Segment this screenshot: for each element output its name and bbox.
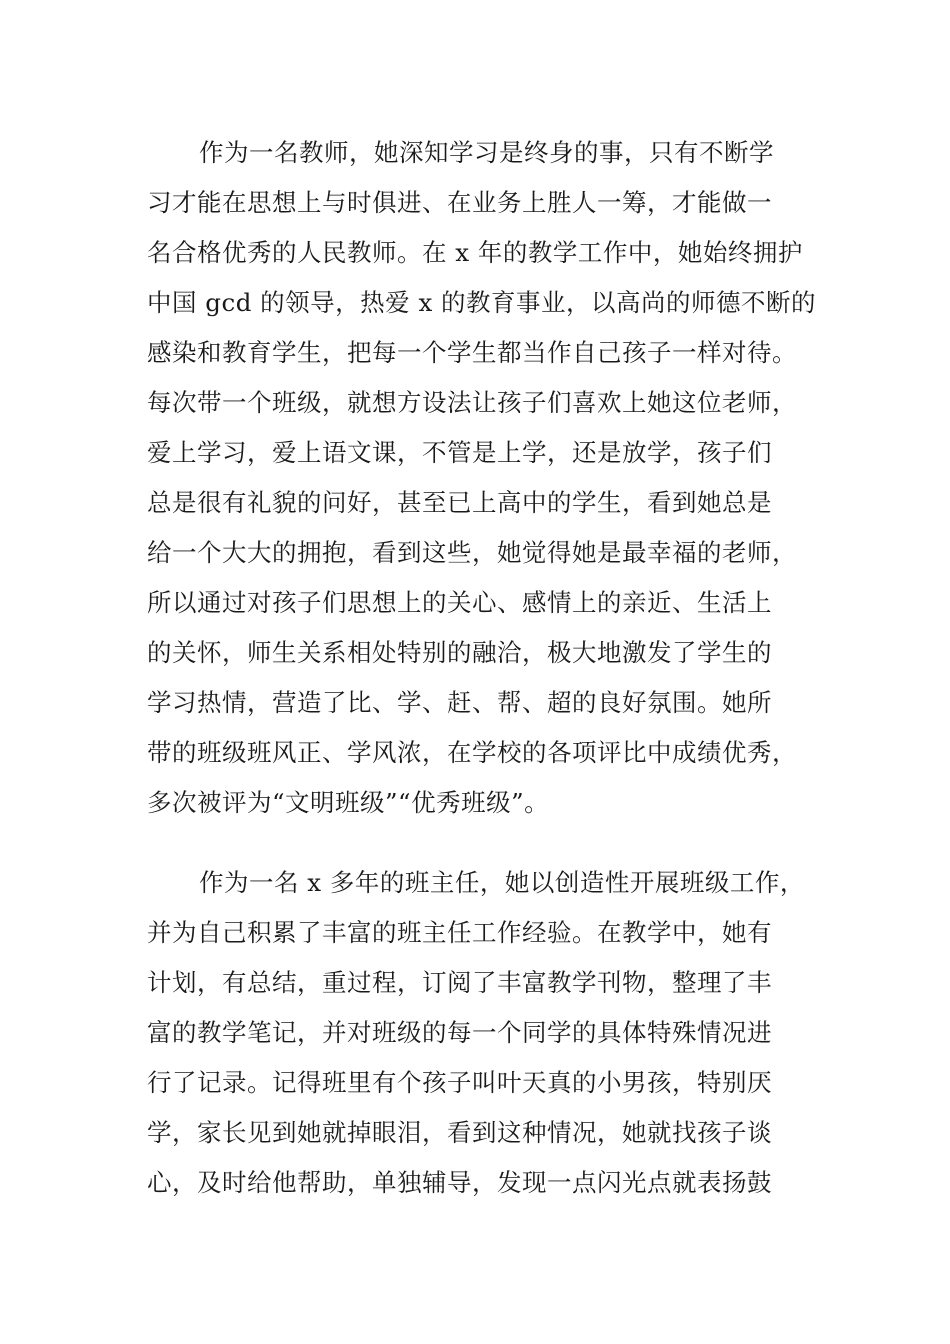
paragraph-line: 行了记录。记得班里有个孩子叫叶天真的小男孩，特别厌 bbox=[147, 1068, 772, 1097]
paragraph-line: 学，家长见到她就掉眼泪，看到这种情况，她就找孩子谈 bbox=[147, 1118, 772, 1147]
paragraph-line: 作为一名 x 多年的班主任，她以创造性开展班级工作， bbox=[199, 868, 805, 897]
paragraph-line: 带的班级班风正、学风浓，在学校的各项评比中成绩优秀， bbox=[147, 738, 797, 767]
paragraph-line: 所以通过对孩子们思想上的关心、感情上的亲近、生活上 bbox=[147, 588, 772, 617]
paragraph-line: 感染和教育学生，把每一个学生都当作自己孩子一样对待。 bbox=[147, 338, 797, 367]
paragraph-2 bbox=[147, 858, 817, 1208]
paragraph-line: 给一个大大的拥抱，看到这些，她觉得她是最幸福的老师， bbox=[147, 538, 797, 567]
paragraph-line: 心，及时给他帮助，单独辅导，发现一点闪光点就表扬鼓 bbox=[147, 1168, 772, 1197]
paragraph-line: 并为自己积累了丰富的班主任工作经验。在教学中，她有 bbox=[147, 918, 772, 947]
paragraph-1 bbox=[147, 128, 817, 828]
paragraph-line: 计划，有总结，重过程，订阅了丰富教学刊物，整理了丰 bbox=[147, 968, 772, 997]
paragraph-line: 爱上学习，爱上语文课，不管是上学，还是放学，孩子们 bbox=[147, 438, 772, 467]
paragraph-line: 富的教学笔记，并对班级的每一个同学的具体特殊情况进 bbox=[147, 1018, 772, 1047]
paragraph-line: 多次被评为“文明班级”“优秀班级”。 bbox=[147, 788, 550, 817]
paragraph-line: 总是很有礼貌的问好，甚至已上高中的学生，看到她总是 bbox=[147, 488, 772, 517]
paragraph-line: 学习热情，营造了比、学、赶、帮、超的良好氛围。她所 bbox=[147, 688, 772, 717]
paragraph-line: 作为一名教师，她深知学习是终身的事，只有不断学 bbox=[199, 138, 774, 167]
paragraph-line: 名合格优秀的人民教师。在 x 年的教学工作中，她始终拥护 bbox=[147, 238, 803, 267]
paragraph-line: 中国 gcd 的领导，热爱 x 的教育事业，以高尚的师德不断的 bbox=[147, 288, 817, 317]
paragraph-line: 的关怀，师生关系相处特别的融洽，极大地激发了学生的 bbox=[147, 638, 772, 667]
paragraph-line: 习才能在思想上与时俱进、在业务上胜人一筹，才能做一 bbox=[147, 188, 772, 217]
paragraph-line: 每次带一个班级，就想方设法让孩子们喜欢上她这位老师， bbox=[147, 388, 797, 417]
